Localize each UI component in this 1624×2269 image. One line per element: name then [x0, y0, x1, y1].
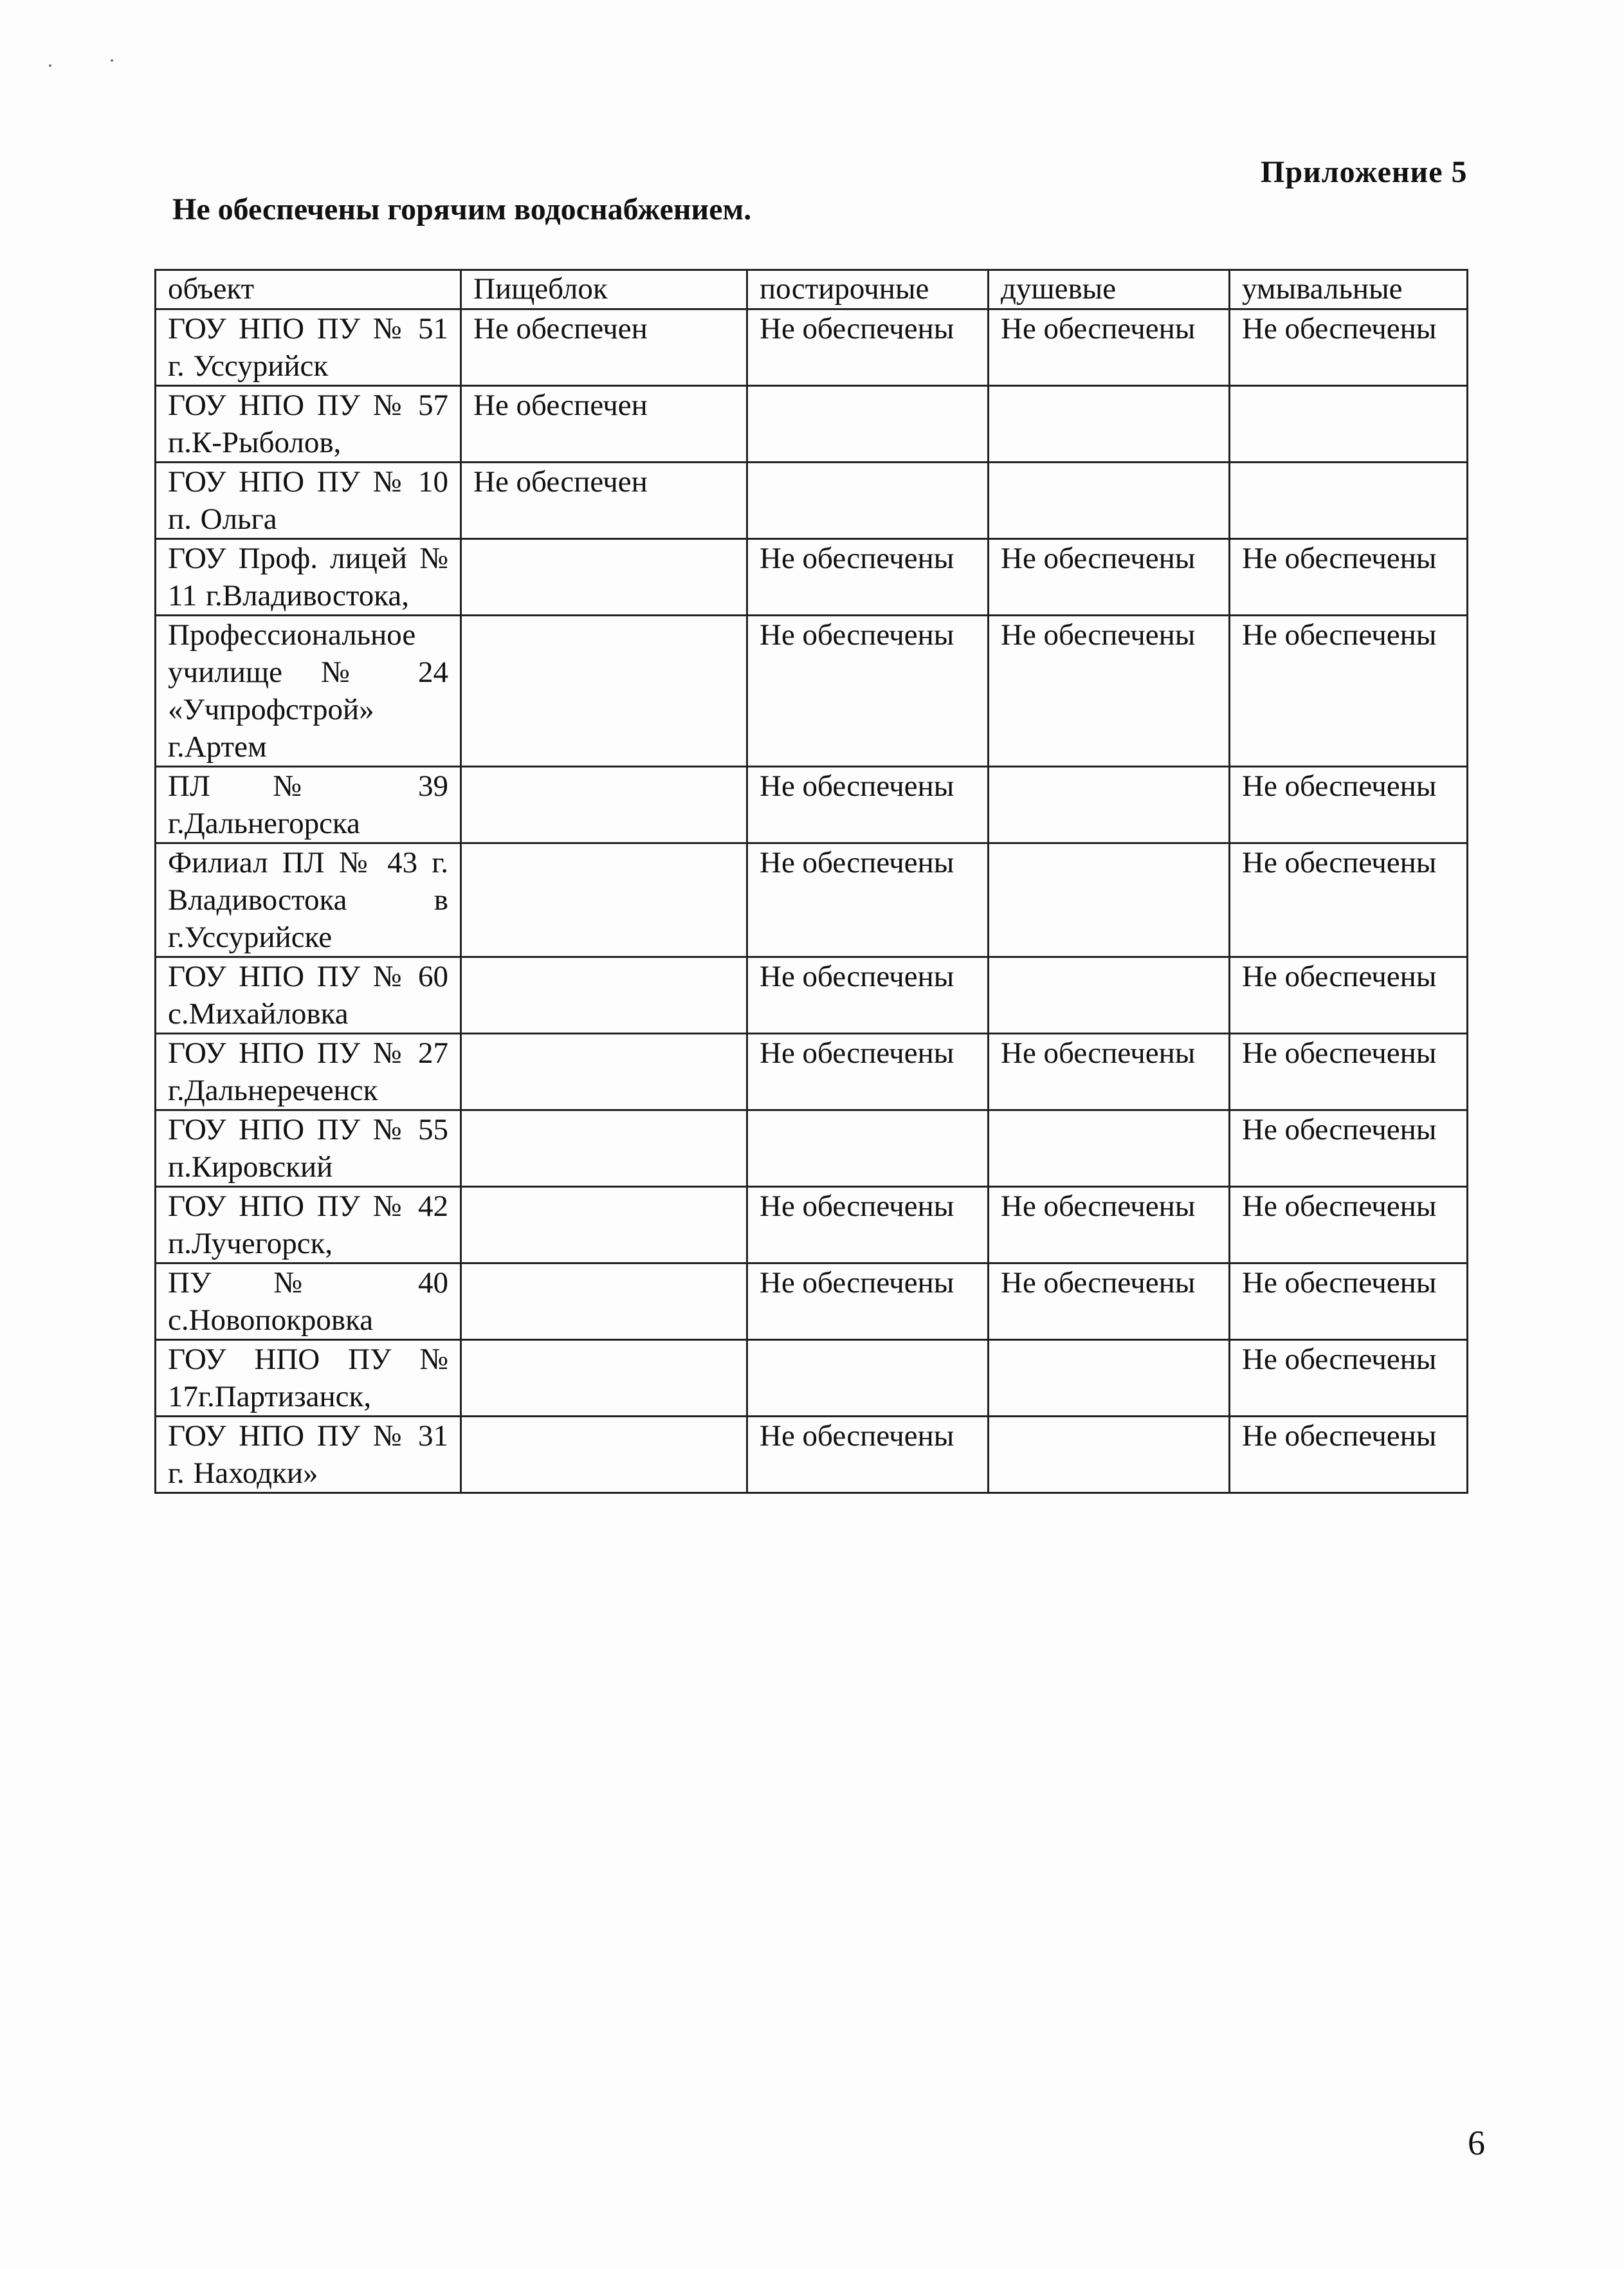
- table-row: [156, 1263, 1468, 1340]
- cell-food: [461, 957, 747, 1034]
- cell-food: [461, 843, 747, 957]
- cell-laundry: Не обеспечены: [747, 539, 989, 616]
- cell-food: Не обеспечен: [461, 386, 747, 463]
- table-row: [156, 463, 1468, 539]
- cell-washrooms: Не обеспечены: [1230, 1187, 1468, 1263]
- cell-laundry: Не обеспечены: [747, 957, 989, 1034]
- cell-object: ГОУ НПО ПУ № 55 п.Кировский: [156, 1110, 461, 1187]
- table-header-row: [156, 270, 1468, 309]
- table-row: [156, 843, 1468, 957]
- cell-laundry: [747, 386, 989, 463]
- cell-washrooms: [1230, 386, 1468, 463]
- cell-object: ГОУ НПО ПУ № 57 п.К-Рыболов,: [156, 386, 461, 463]
- cell-object: ГОУ НПО ПУ № 10 п. Ольга: [156, 463, 461, 539]
- cell-food: [461, 1187, 747, 1263]
- header-washrooms: умывальные: [1230, 270, 1468, 309]
- document-title: Не обеспечены горячим водоснабжением.: [172, 192, 752, 226]
- table-row: [156, 386, 1468, 463]
- table-row: [156, 1417, 1468, 1493]
- cell-washrooms: Не обеспечены: [1230, 1263, 1468, 1340]
- cell-washrooms: Не обеспечены: [1230, 957, 1468, 1034]
- cell-food: Не обеспечен: [461, 463, 747, 539]
- cell-laundry: Не обеспечены: [747, 309, 989, 386]
- cell-showers: Не обеспечены: [989, 616, 1230, 767]
- header-laundry: постирочные: [747, 270, 989, 309]
- cell-object: ГОУ НПО ПУ № 17г.Партизанск,: [156, 1340, 461, 1417]
- page-number: 6: [1468, 2124, 1485, 2162]
- cell-laundry: Не обеспечены: [747, 1263, 989, 1340]
- cell-food: [461, 616, 747, 767]
- cell-laundry: Не обеспечены: [747, 1034, 989, 1110]
- cell-food: Не обеспечен: [461, 309, 747, 386]
- cell-laundry: Не обеспечены: [747, 767, 989, 843]
- cell-food: [461, 1340, 747, 1417]
- cell-object: ГОУ НПО ПУ № 31 г. Находки»: [156, 1417, 461, 1493]
- cell-laundry: Не обеспечены: [747, 1417, 989, 1493]
- cell-food: [461, 767, 747, 843]
- cell-showers: [989, 843, 1230, 957]
- cell-food: [461, 1110, 747, 1187]
- cell-washrooms: Не обеспечены: [1230, 1417, 1468, 1493]
- cell-washrooms: Не обеспечены: [1230, 616, 1468, 767]
- cell-showers: Не обеспечены: [989, 1187, 1230, 1263]
- cell-showers: [989, 957, 1230, 1034]
- table-row: [156, 539, 1468, 616]
- cell-food: [461, 1034, 747, 1110]
- cell-object: ГОУ НПО ПУ № 60 с.Михайловка: [156, 957, 461, 1034]
- cell-object: ГОУ НПО ПУ № 27 г.Дальнереченск: [156, 1034, 461, 1110]
- table-row: [156, 1110, 1468, 1187]
- cell-washrooms: Не обеспечены: [1230, 843, 1468, 957]
- cell-showers: [989, 1340, 1230, 1417]
- cell-food: [461, 1417, 747, 1493]
- cell-showers: Не обеспечены: [989, 1034, 1230, 1110]
- cell-food: [461, 1263, 747, 1340]
- table-row: [156, 1340, 1468, 1417]
- cell-laundry: Не обеспечены: [747, 616, 989, 767]
- scan-speck: [111, 59, 113, 62]
- table-row: [156, 309, 1468, 386]
- cell-showers: [989, 1110, 1230, 1187]
- cell-washrooms: Не обеспечены: [1230, 1034, 1468, 1110]
- cell-washrooms: [1230, 463, 1468, 539]
- cell-showers: Не обеспечены: [989, 309, 1230, 386]
- cell-washrooms: Не обеспечены: [1230, 1110, 1468, 1187]
- cell-showers: Не обеспечены: [989, 1263, 1230, 1340]
- cell-washrooms: Не обеспечены: [1230, 767, 1468, 843]
- cell-washrooms: Не обеспечены: [1230, 1340, 1468, 1417]
- table-row: [156, 616, 1468, 767]
- cell-object: Профессиональное училище № 24 «Учпрофстрой» г.Артем: [156, 616, 461, 767]
- table-row: [156, 767, 1468, 843]
- cell-showers: [989, 463, 1230, 539]
- cell-laundry: [747, 463, 989, 539]
- cell-object: ПЛ № 39 г.Дальнегорска: [156, 767, 461, 843]
- cell-food: [461, 539, 747, 616]
- header-food: Пищеблок: [461, 270, 747, 309]
- cell-object: ГОУ НПО ПУ № 51 г. Уссурийск: [156, 309, 461, 386]
- hot-water-table: [154, 269, 1468, 1494]
- table-row: [156, 957, 1468, 1034]
- table-row: [156, 1034, 1468, 1110]
- cell-washrooms: Не обеспечены: [1230, 539, 1468, 616]
- cell-laundry: [747, 1110, 989, 1187]
- appendix-label: Приложение 5: [1261, 155, 1468, 189]
- cell-object: Филиал ПЛ № 43 г. Владивостока в г.Уссурийске: [156, 843, 461, 957]
- scan-speck: [49, 64, 51, 67]
- cell-object: ГОУ НПО ПУ № 42 п.Лучегорск,: [156, 1187, 461, 1263]
- cell-showers: Не обеспечены: [989, 539, 1230, 616]
- cell-showers: [989, 767, 1230, 843]
- cell-laundry: Не обеспечены: [747, 1187, 989, 1263]
- header-showers: душевые: [989, 270, 1230, 309]
- cell-showers: [989, 1417, 1230, 1493]
- cell-washrooms: Не обеспечены: [1230, 309, 1468, 386]
- header-object: объект: [156, 270, 461, 309]
- cell-object: ГОУ Проф. лицей № 11 г.Владивостока,: [156, 539, 461, 616]
- table-row: [156, 1187, 1468, 1263]
- cell-object: ПУ № 40 с.Новопокровка: [156, 1263, 461, 1340]
- cell-laundry: Не обеспечены: [747, 843, 989, 957]
- cell-laundry: [747, 1340, 989, 1417]
- cell-showers: [989, 386, 1230, 463]
